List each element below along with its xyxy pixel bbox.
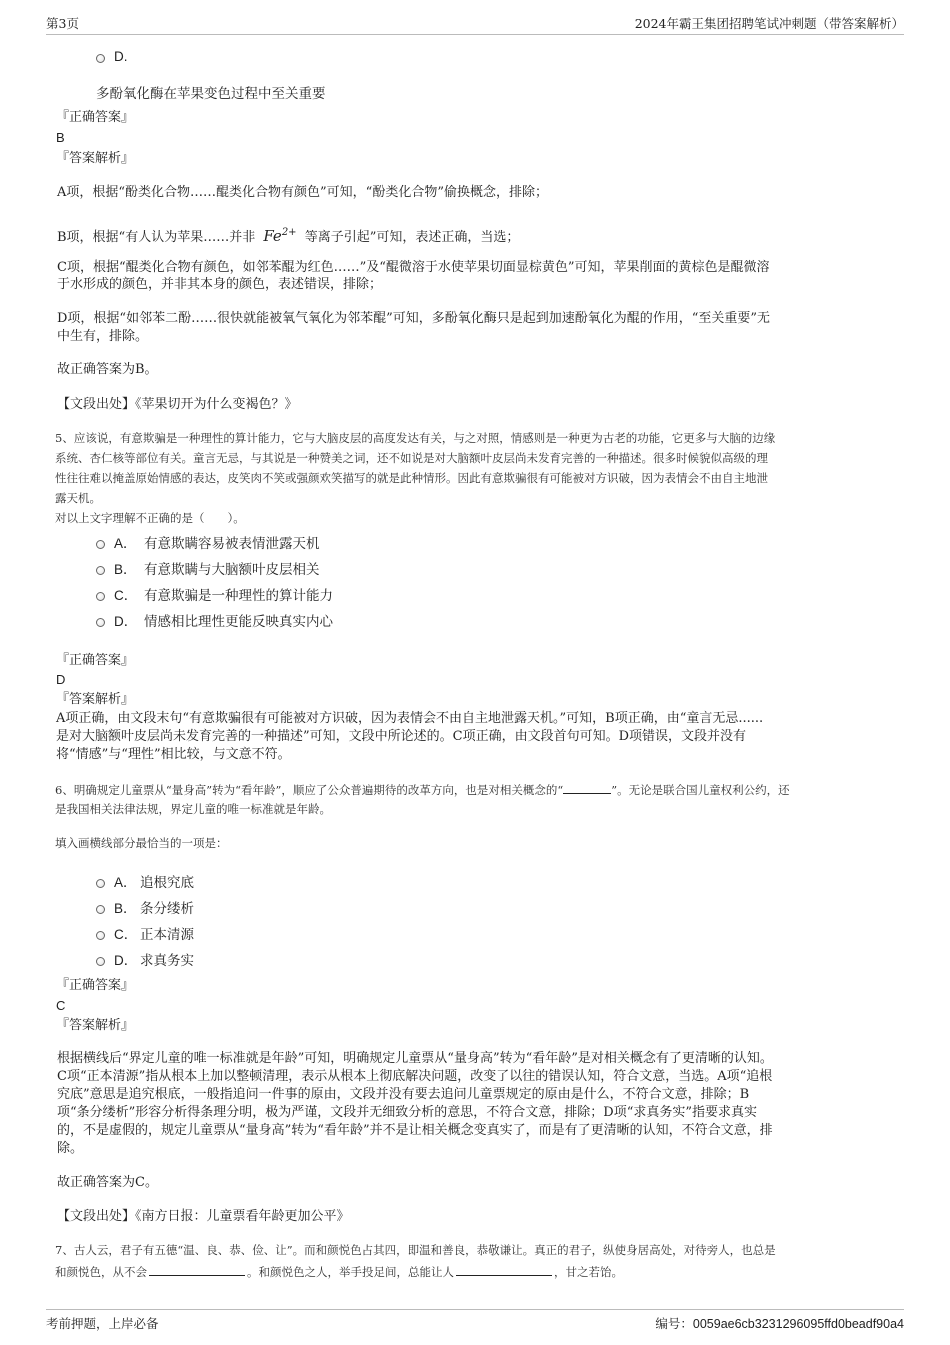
q4-analysis-d-line1: D项，根据“如邻苯二酚……很快就能被氧气氧化为邻苯醌”可知，多酚氧化酶只是起到加速酚氧化为醌的作用，“至关重要”无 [57,311,771,326]
q4-analysis-c-line1: C项，根据“醌类化合物有颜色，如邻苯醌为红色……”及“醌微溶于水使苹果切面显棕黄色”可知，苹果削面的黄棕色是醌微溶 [57,260,770,275]
header-rule [46,34,904,35]
iron-ion-formula [263,227,296,245]
q7-stem-line2 [55,1263,623,1283]
q5-analysis-line2: 是对大脑额叶皮层尚未发育完善的一种描述”可知，文段中所论述的。C项正确，由文段首句可知。D项错误，文段并没有 [56,729,747,744]
option-letter: D． [114,614,138,629]
radio-button-icon[interactable] [96,592,105,601]
q6-analysis-line2: C项“正本清源”指从根本上加以整顿清理，表示从根本上彻底解决问题，改变了以往的错误认知，符合文意，当选。A项“追根 [57,1069,773,1084]
radio-button-icon[interactable] [96,566,105,575]
option-letter: A． [114,875,137,890]
radio-button-icon[interactable] [96,931,105,940]
q4-analysis-b [57,222,519,248]
q6-stem-line1 [55,781,790,801]
radio-button-icon[interactable] [96,905,105,914]
option-text: 追根究底 [140,875,194,891]
document-title: 2024年霸王集团招聘笔试冲刺题（带答案解析） [634,16,904,31]
q6-analysis-line5: 的，不是虚假的，规定儿童票从“量身高”转为“看年龄”并不是让相关概念变真实了，而是有了更清晰的认知，不符合文意，排 [57,1123,773,1138]
option-letter: A． [114,536,137,551]
option-letter: D． [114,953,138,968]
fill-blank [149,1263,245,1276]
q6-option-b[interactable] [96,897,194,917]
q6-option-c[interactable] [96,923,194,943]
radio-button-icon[interactable] [96,618,105,627]
q4-analysis-b-post: 等离子引起”可知，表述正确，当选； [304,230,520,245]
q4-analysis-c-line2: 于水形成的颜色，并非其本身的颜色，表述错误，排除； [57,277,383,292]
q5-analysis-line3: 将“情感”与“理性”相比较，与文意不符。 [56,747,291,762]
q4-option-d-text: 多酚氧化酶在苹果变色过程中至关重要 [96,86,326,102]
q5-option-c[interactable] [96,584,333,604]
q6-analysis-line3: 究底”意思是追究根底，一般指追问一件事的原由，文段并没有要去追问儿童票规定的原由是什么，不符合文意，排除；B [57,1087,750,1102]
q5-stem-line3: 性往往难以掩盖原始情感的表达，皮笑肉不笑或强颜欢笑描写的就是此种情形。因此有意欺骗很有可能被对方识破，因为表情会不由自主地泄 [55,471,768,485]
radio-button-icon[interactable] [96,54,105,63]
option-text: 有意欺瞒与大脑额叶皮层相关 [144,562,320,578]
q5-question: 对以上文字理解不正确的是（ ）。 [55,511,245,525]
option-text: 求真务实 [140,953,194,969]
q4-analysis-d-line2: 中生有，排除。 [57,329,149,344]
radio-button-icon[interactable] [96,957,105,966]
option-text: 正本清源 [140,927,194,943]
footer-rule [46,1309,904,1310]
q6-conclusion: 故正确答案为C。 [57,1175,158,1190]
q5-analysis-line1: A项正确，由文段末句“有意欺骗很有可能被对方识破，因为表情会不由自主地泄露天机。”可知，B项正确，由“童言无忌...... [56,711,764,726]
q4-answer: B [56,130,65,145]
q4-answer-label: 『正确答案』 [56,110,135,125]
radio-button-icon[interactable] [96,540,105,549]
q6-stem-pre: 6、明确规定儿童票从“量身高”转为“看年龄”，顺应了公众普遍期待的改革方向，也是对相关概念的“ [55,783,564,797]
q4-source: 【文段出处】《苹果切开为什么变褐色？》 [57,397,298,412]
option-letter: C． [114,927,138,942]
document-id: 编号：0059ae6cb3231296095ffd0beadf90a4 [655,1317,904,1331]
q6-stem-post: ”。无论是联合国儿童权利公约，还 [611,783,790,797]
option-letter: B． [114,562,137,577]
q6-analysis-label: 『答案解析』 [56,1018,135,1033]
formula-base: Fe [263,227,282,245]
formula-superscript: 2+ [281,227,297,238]
option-letter: C． [114,588,138,603]
q6-answer-label: 『正确答案』 [56,978,135,993]
option-text: 条分缕析 [140,901,194,917]
q6-analysis-line1: 根据横线后“界定儿童的唯一标准就是年龄”可知，明确规定儿童票从“量身高”转为“看年龄”是对相关概念有了更清晰的认知。 [57,1051,773,1066]
q5-option-b[interactable] [96,558,320,578]
radio-button-icon[interactable] [96,879,105,888]
q5-answer-label: 『正确答案』 [56,653,135,668]
q6-stem-line2: 是我国相关法律法规，界定儿童的唯一标准就是年龄。 [55,802,331,816]
page-number: 第3页 [46,16,79,31]
footer-slogan: 考前押题，上岸必备 [46,1316,159,1331]
q5-analysis-label: 『答案解析』 [56,692,135,707]
q5-option-a[interactable] [96,532,320,552]
q7-stem-part-a: 和颜悦色，从不会 [55,1265,147,1279]
fill-blank [456,1263,552,1276]
option-letter: B． [114,901,137,916]
q4-conclusion: 故正确答案为B。 [57,362,158,377]
q6-question: 填入画横线部分最恰当的一项是： [55,836,228,850]
q5-stem-line4: 露天机。 [55,491,101,505]
q7-stem-part-b: 。和颜悦色之人，举手投足间，总能让人 [247,1265,454,1279]
q5-stem-line1: 5、应该说，有意欺骗是一种理性的算计能力，它与大脑皮层的高度发达有关，与之对照，情感则是一种更为古老的功能，它更多与大脑的边缘 [55,431,776,445]
q6-analysis-line6: 除。 [57,1141,84,1156]
q6-source: 【文段出处】《南方日报：儿童票看年龄更加公平》 [57,1209,350,1224]
q5-option-d[interactable] [96,610,333,630]
q6-answer: C [56,998,66,1013]
q4-analysis-label: 『答案解析』 [56,151,135,166]
option-text: 情感相比理性更能反映真实内心 [144,614,333,630]
option-text: 有意欺骗是一种理性的算计能力 [144,588,333,604]
q7-stem-part-c: ，甘之若饴。 [554,1265,623,1279]
q4-analysis-b-pre: B项，根据“有人认为苹果……并非 [57,230,256,245]
q5-answer: D [56,672,66,687]
option-text: 有意欺瞒容易被表情泄露天机 [144,536,320,552]
q7-stem-line1: 7、古人云，君子有五德“温、良、恭、俭、让”。而和颜悦色占其四，即温和善良，恭敬谦让。真正的君子，纵使身居高处，对待旁人，也总是 [55,1243,776,1257]
fill-blank [563,781,611,794]
q5-stem-line2: 系统、杏仁核等部位有关。童言无忌，与其说是一种赞美之词，还不如说是对大脑额叶皮层尚未发育完善的一种描述。很多时候貌似高级的理 [55,451,768,465]
q6-option-d[interactable] [96,949,194,969]
q4-option-d-letter: D. [114,49,128,64]
q4-analysis-a: A项，根据“酚类化合物……醌类化合物有颜色”可知，“酚类化合物”偷换概念，排除； [57,185,548,200]
q4-option-d[interactable] [96,49,128,64]
q6-analysis-line4: 项“条分缕析”形容分析得条理分明，极为严谨，文段并无细致分析的意思，不符合文意，排除；D项“求真务实”指要求真实 [57,1105,758,1120]
q6-option-a[interactable] [96,871,194,891]
